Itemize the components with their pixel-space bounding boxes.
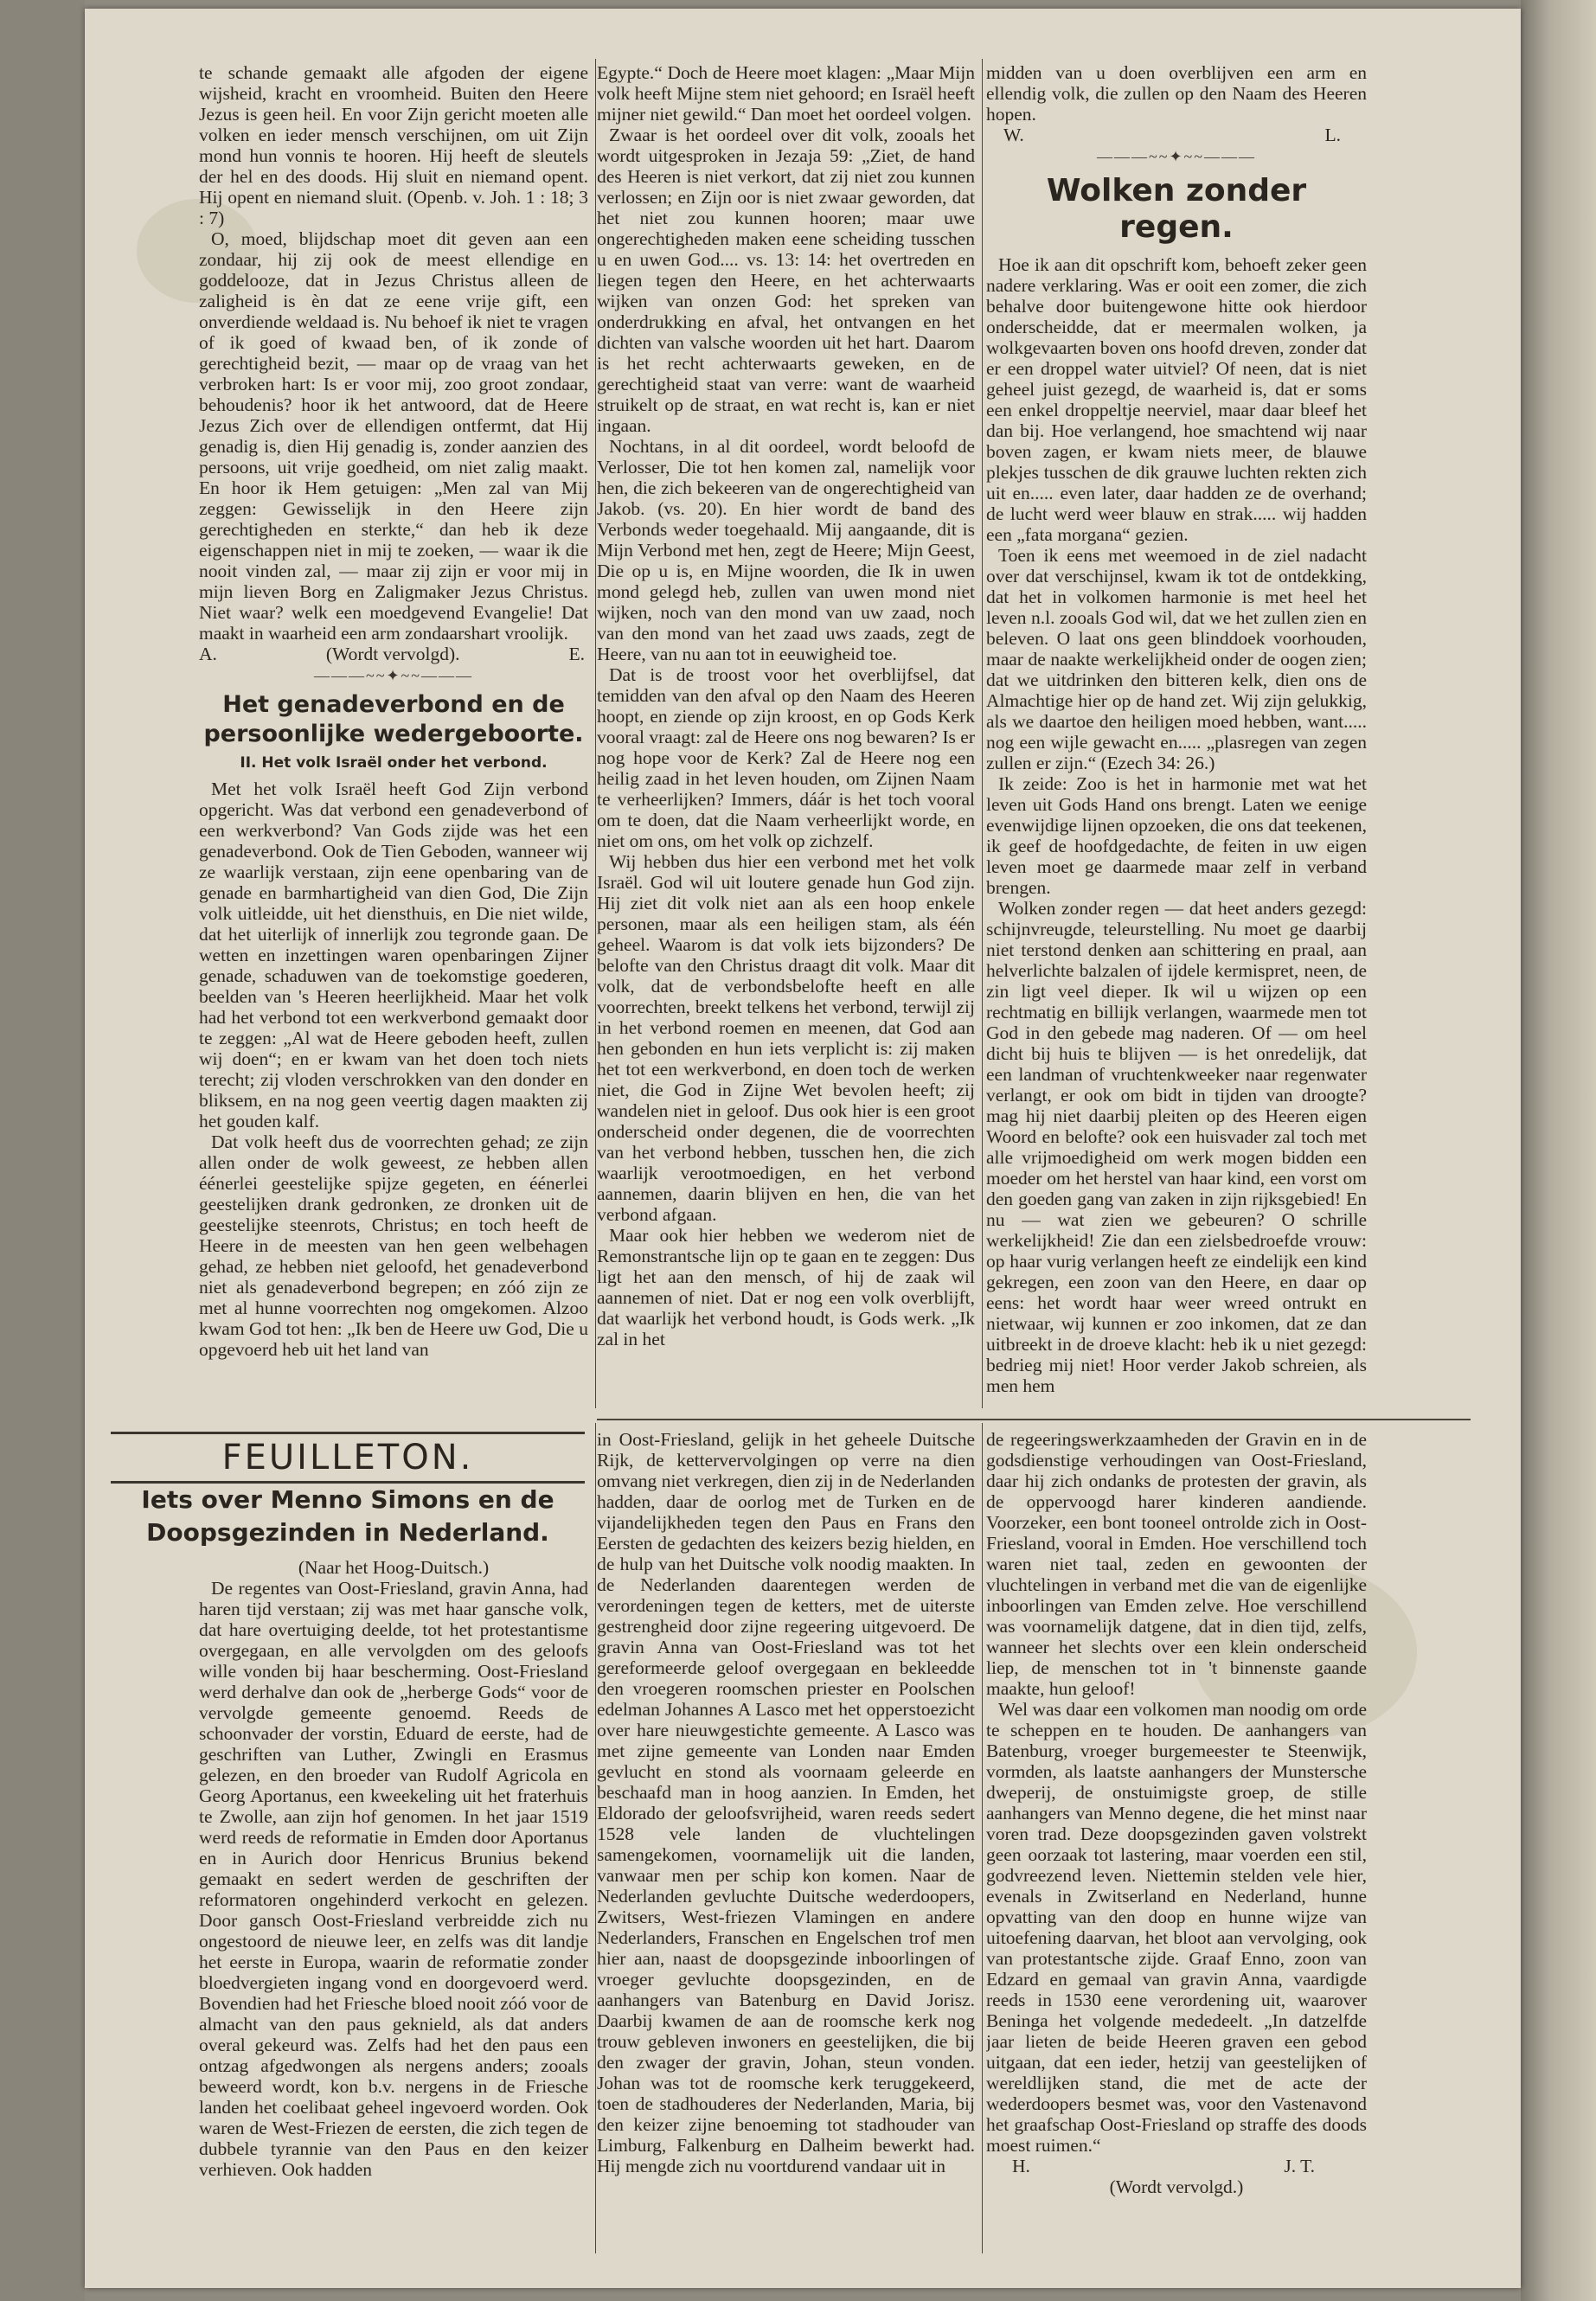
paragraph: te schande gemaakt alle afgoden der eigene wijsheid, kracht en vroomheid. Buiten den Heere Jezus is geen heil. En voor Zijn gericht moeten alle volken en ieder mensch verschijnen, om uit Zijn mond hun vonnis te hooren. Hij heeft de sleutels der hel en des doods. Hij sluit en niemand opent. Hij opent en niemand sluit. (Openb. v. Joh. 1 : 18; 3 : 7) [199, 62, 588, 228]
article-heading: Wolken zonder regen. [1046, 173, 1307, 245]
divider-ornament: ———~~✦~~——— [313, 667, 474, 684]
column-rule [982, 59, 983, 1408]
signature-initial: L. [1324, 125, 1341, 145]
paragraph: De regentes van Oost-Friesland, gravin Anna, had haren tijd verstaan; zij was met haar gansche volk, dat hare overtuiging deelde, tot het protestantisme overgegaan, en alle vervolgden om des geloofs wille vonden bij haar bescherming. Oost-Friesland werd derhalve dan ook de „herberge Gods“ voor de vervolgde gemeente genoemd. Reeds de schoonvader der vorstin, Eduard de eerste, had de geschriften van Luther, Zwingli en Erasmus gelezen, en den broeder van Rudolf Agricola en Georg Aportanus, een kweekeling uit het fraterhuis te Zwolle, aan zijn hof genomen. In het jaar 1519 werd reeds de reformatie in Emden door Aportanus en in Aurich door Henricus Brunius bekend gemaakt en sedert werden de geschriften der reformatoren ongehinderd verkocht en gelezen. Door gansch Oost-Friesland verbreidde zich nu ongestoord de nieuwe leer, en zelfs was dit landje het eerste in Europa, waarin de reformatie zonder bloedvergieten ingang vond en doorgevoerd werd. Bovendien had het Friesche bloed nooit zóó voor de almacht van den paus geknield, als dat anders overal gekeurd was. Zelfs had het den paus een ontzag afgedwongen als nergens anders; zooals beweerd wordt, kon b.v. nergens in de Friesche landen het coelibaat geheel ingevoerd worden. Ook waren de West-Friezen de eersten, die zich tegen de dubbele tyrannie van den Paus en den keizer verhieven. Ook hadden [199, 1578, 588, 2180]
column-2 [597, 62, 975, 1412]
feuilleton-heading: Iets over Menno Simons en de Doopsgezinden in Nederland. [141, 1485, 554, 1547]
paragraph: Wolken zonder regen — dat heet anders gezegd: schijnvreugde, teleurstelling. Nu moet ge daarbij niet terstond denken aan schittering en praal, aan helverlichte balzalen of ijdele kermispret, neen, de zin ligt veel dieper. Ik wil u wijzen op een rechtmatig en billijk verlangen, waarmede men tot God in den gebede mag naderen. Of — om heel dicht bij huis te blijven — is het onredelijk, dat een landman of vruchtenkweeker naar regenwater verlangt, er ook om bidt in tijden van droogte? mag hij niet daarbij pleiten op des Heeren eigen Woord en belofte? ook een huisvader zal toch met alle vrijmoedigheid om werk mogen bidden een moeder om het herstel van haar kind, een vorst om den goeden gang van zaken in zijn rijksgebied! En nu — wat zien we gebeuren? O schrille werkelijkheid! Zie dan een zielsbedroefde vrouw: op haar vurig verlangen heeft ze eindelijk een kind gekregen, een zoon van den Heere, en daar op eens: het wordt haar weer wreed ontrukt en nietwaar, wij kunnen er zoo inkomen, dat ze dan uitbreekt in de droeve klacht: heb ik u niet gezegd: bedrieg mij niet! Hoor verder Jakob schreien, als men hem [986, 898, 1367, 1396]
column-rule [982, 1423, 983, 2253]
article-heading: Het genadeverbond en de persoonlijke wedergeboorte. [203, 691, 584, 747]
signature-initial: H. [1012, 2156, 1030, 2176]
page-edge [1521, 0, 1596, 2301]
paragraph: Toen ik eens met weemoed in de ziel nadacht over dat verschijnsel, kwam ik tot de ontdekking, dat het in volkomen harmonie is met heel het leven n.l. zooals God wil, dat we het zullen zien en beleven. O laat ons geen blinddoek voorhouden, maar de naakte werkelijkheid onder de oogen zien; dat we uitdrinken den bitteren kelk, dien ons de Almachtige hier op de hand zet. Wij zijn gelukkig, als we daartoe den heiligen moed hebben, want..... nog een wijle gewacht en..... „plasregen van zegen zullen er zijn.“ (Ezech 34: 26.) [986, 545, 1367, 773]
signature-initial: A. [199, 644, 217, 664]
signature-line [986, 2156, 1367, 2176]
column-rule [595, 59, 596, 1408]
paragraph: Zwaar is het oordeel over dit volk, zooals het wordt uitgesproken in Jezaja 59: „Ziet, de hand des Heeren is niet verkort, dat zij niet zou kunnen verlossen; en Zijn oor is niet zwaar geworden, dat het niet zou kunnen hooren; maar uwe ongerechtigheden maken eene scheiding tusschen u en uwen God.... vs. 13: 14: het overtreden en liegen tegen den Heere, en het achterwaarts wijken van onzen God: het spreken van onderdrukking en afval, het ontvangen en het dichten van valsche woorden uit het hart. Daarom is het recht achterwaarts geweken, en de gerechtigheid staat van verre: want de waarheid struikelt op de straat, en wat recht is, kan er niet ingaan. [597, 125, 975, 436]
article-subheading: II. Het volk Israël onder het verbond. [240, 754, 548, 772]
paragraph: Wij hebben dus hier een verbond met het volk Israël. God wil uit loutere genade hun God zijn. Hij ziet dit volk niet aan als een hoop enkele personen, maar als een heiligen stam, als één geheel. Waarom is dat volk iets bijzonders? De belofte van den Christus draagt dit volk. Maar dit volk, dat de verbondsbelofte heeft en alle voorrechten, breekt telkens het verbond, terwijl zij in het verbond roemen en meenen, dat God aan hen gebonden en hun iets verplicht is: zij maken het tot een werkverbond, en doen toch de werken niet, die God in Zijne Wet bevolen heeft; zij wandelen niet in geloof. Dus ook hier is een groot onderscheid onder degenen, die de voorrechten van het verbond hebben, tusschen hen, die zich waarlijk verootmoedigen, en het verbond aannemen, daarin blijven en hen, die van het verbond afgaan. [597, 851, 975, 1225]
signature-initial: J. T. [1284, 2156, 1315, 2176]
paragraph: Ik zeide: Zoo is het in harmonie met wat het leven uit Gods Hand ons brengt. Laten we eenige evenwijdige lijnen opzoeken, die ons dat teekenen, ik geef de hoofdgedachte, de feiten in uw eigen leven moet ge daarmede maar zelf in verband brengen. [986, 773, 1367, 898]
continued-note: (Wordt vervolgd.) [1109, 2176, 1244, 2197]
source-note: (Naar het Hoog-Duitsch.) [298, 1557, 490, 1578]
signature-initial: W. [1003, 125, 1024, 145]
column-3 [986, 62, 1367, 1412]
feuilleton-title: FEUILLETON. [111, 1432, 585, 1484]
paragraph: midden van u doen overblijven een arm en ellendig volk, die zullen op den Naam des Heeren hopen. [986, 62, 1367, 125]
column-rule [595, 1423, 596, 2253]
paragraph: Dat is de troost voor het overblijfsel, dat temidden van den afval op den Naam des Heeren hoopt, en ziende op zijn kroost, en op Gods Kerk vooral vraagt: zal de Heere ons nog bewaren? Is er nog hope voor de Kerk? Zal de Heere nog een heilig zaad in het leven houden, om Zijnen Naam te verheerlijken? Immers, dáár is het toch vooral om te doen, dat die Naam verheerlijkt worde, en niet om ons, om het volk op zichzelf. [597, 664, 975, 851]
paragraph: Dat volk heeft dus de voorrechten gehad; ze zijn allen onder de wolk geweest, ze hebben allen éénerlei geestelijke spijze gegeten, en éénerlei geestelijken drank gedronken, ze dronken uit de geestelijke steenrots, Christus; en toch heeft de Heere in de meesten van hen geen welbehagen gehad, ze hebben niet geloofd, het genadeverbond niet als genadeverbond begrepen; en zóó zijn ze met al hunne voorrechten nog omgekomen. Alzoo kwam God tot hen: „Ik ben de Heere uw God, Die u opgevoerd heb uit het land van [199, 1131, 588, 1360]
paragraph: de regeeringswerkzaamheden der Gravin en in de godsdienstige verhoudingen van Oost-Friesland, daar hij zich ondanks de protesten der gravin, als de oppervoogd harer kinderen aandiende. Voorzeker, een bont tooneel ontrolde zich in Oost-Friesland, vooral in Emden. Hoe verschillend toch waren niet taal, zeden en gewoonten der vluchtelingen in verband met die van de eigenlijke inboorlingen van Emden zelve. Hoe verschillend was voornamelijk datgene, dat in dien tijd, zelfs, wanneer het slechts over een klein onderscheid liep, de menschen tot in 't binnenste gaande maakte, hun geloof! [986, 1429, 1367, 1699]
signature-initial: E. [568, 644, 585, 664]
paragraph: Met het volk Israël heeft God Zijn verbond opgericht. Was dat verbond een genadeverbond of een werkverbond? Van Gods zijde was het een genadeverbond. Ook de Tien Geboden, wanneer wij ze waarlijk verstaan, zijn eene openbaring van de genade en barmhartigheid van dien God, Die Zijn volk uitleidde, uit het diensthuis, en Die niet wilde, dat het uiterlijk of innerlijk zou tegronde gaan. De wetten en inzettingen waren openbaringen Zijner genade, schaduwen van de toekomstige goederen, beelden van 's Heeren heerlijkheid. Maar het volk had het verbond tot een werkverbond gemaakt door te zeggen: „Al wat de Heere geboden heeft, zullen wij doen“; en er kwam van het doen toch niets terecht; zij vloden verschrokken van den donder en bliksem, en na nog geen veertig dagen maakten zij het gouden kalf. [199, 779, 588, 1131]
continued-note: (Wordt vervolgd). [325, 644, 460, 664]
paragraph: in Oost-Friesland, gelijk in het geheele Duitsche Rijk, de kettervervolgingen op verre na dien omvang niet verkregen, dien zij in de Nederlanden hadden, daar de oorlog met de Turken en de vijandelijkheden tegen den Paus en Frans den Eersten de gedachten des keizers bezig hielden, en de hulp van het Duitsche volk noodig maakten. In de Nederlanden daarentegen werden de verordeningen tegen de ketters, met de uiterste gestrengheid door zijne regeering uitgevoerd. De gravin Anna van Oost-Friesland was tot het gereformeerde geloof overgegaan en bekleedde den vroegeren roomschen priester en Poolschen edelman Johannes A Lasco met het opperstoezicht over hare nieuwgestichte gemeente. A Lasco was met zijne gemeente van Londen naar Emden gevlucht en stond als voornaam geleerde en beschaafd man in hoog aanzien. In Emden, het Eldorado der geloofsvrijheid, waren reeds sedert 1528 vele landen de vluchtelingen samengekomen, voornamelijk uit die landen, vanwaar men per schip kon komen. Naar de Nederlanden gevluchte Duitsche wederdoopers, Zwitsers, West-friezen Vlamingen en andere Nederlanders, Franschen en Engelschen trof men hier aan, naast de doopsgezinde inboorlingen of vroeger gevluchte doopsgezinden, en de aanhangers van Batenburg en David Jorisz. Daarbij kwamen de aan de roomsche kerk nog trouw gebleven inwoners en geestelijken, die bij den zwager der gravin, Johan, steun vonden. Johan was tot de roomsche kerk teruggekeerd, toen de stadhouderes der Nederlanden, Maria, bij den keizer zijne benoeming tot stadhouder van Limburg, Falkenburg en Dalheim bewerkt had. Hij mengde zich nu voortdurend vandaar uit in [597, 1429, 975, 2176]
signature-line [199, 644, 588, 664]
paragraph: Wel was daar een volkomen man noodig om orde te scheppen en te houden. De aanhangers van Batenburg, vroeger burgemeester te Steenwijk, vormden, als laatste aanhangers der Munstersche dweperij, de onstuimigste groep, de stille aanhangers van Menno degene, die het minst naar voren trad. Deze doopsgezinden gaven volstrekt geen oorzaak tot lastering, maar voerden een stil, godvreezend leven. Niettemin stelden vele hier, evenals in Zwitserland en Nederland, hunne opvatting van den doop en hunne wijze van uitoefening daarvan, het bloot aan vervolging, ook van protestantsche zijde. Graaf Enno, zoon van Edzard en gemaal van gravin Anna, vaardigde reeds in 1530 eene verordening uit, waarover Beninga het volgende mededeelt. „In datzelfde jaar lieten de beide Heeren graven een gebod uitgaan, dat een ieder, hetzij van geestelijken of wereldlijken stand, die met de acte der wederdoopers besmet was, voor den Vastenavond het graafschap Oost-Friesland op straffe des doods moest ruimen.“ [986, 1699, 1367, 2156]
paragraph: Maar ook hier hebben we wederom niet de Remonstrantsche lijn op te gaan en te zeggen: Dus ligt het aan den mensch, of hij de zaak wil aannemen of niet. Dat er nog een volk overblijft, dat waarlijk het verbond houdt, is Gods werk. „Ik zal in het [597, 1225, 975, 1349]
feuilleton-column-3 [986, 1429, 1367, 2285]
paragraph: O, moed, blijdschap moet dit geven aan een zondaar, hij zij ook de meest ellendige en goddelooze, dat in Jezus Christus alleen de zaligheid is èn dat ze eene vrije gift, een onverdiende weldaad is. Nu behoef ik niet te vragen of ik goed of kwaad ben, of ik zonde of gerechtigheid bezit, — maar op de vraag van het verbroken hart: Is er voor mij, zoo groot zondaar, behoudenis? hoor ik het antwoord, dat de Heere Jezus Zich over de ellendigen ontfermt, dat Hij genadig is, dien Hij genadig is, zonder aanzien des persoons, uit vrije goedheid, om niet zalig maakt. En hoor ik Hem getuigen: „Men zal van Mij zeggen: Gewisselijk in den Heere zijn gerechtigheden en sterkte,“ dan heb ik deze eigenschappen niet in mij te zoeken, — waar ik die nooit vinden zal, — maar zij zijn er voor mij in mijn lieven Borg en Zaligmaker Jezus Christus. Niet waar? welk een moedgevend Evangelie! Dat maakt in waarheid een arm zondaarshart vroolijk. [199, 228, 588, 644]
feuilleton-column-2 [597, 1429, 975, 2285]
divider-ornament: ———~~✦~~——— [1096, 148, 1257, 165]
section-rule [597, 1419, 1471, 1420]
paragraph: Hoe ik aan dit opschrift kom, behoeft zeker geen nadere verklaring. Was er ooit een zomer, die zich behalve door buitengewone hitte ook hierdoor onderscheidde, dat er meermalen wolken, ja wolkgevaarten boven ons hoofd dreven, zonder dat er een droppel water uitviel? Of neen, dat is niet geheel juist gezegd, de waarheid is, dat er soms een enkel droppeltje neerviel, maar daar bleef het dan bij. Hoe verlangend, hoe smachtend wij naar boven zagen, er kwam niets meer, de blauwe plekjes tusschen de dik grauwe luchten rekten zich uit en..... even later, daar hadden ze de overhand; de lucht werd weer blauw en strak..... wij hadden een „fata morgana“ gezien. [986, 254, 1367, 545]
feuilleton-column-1 [199, 1557, 588, 2284]
paragraph: Egypte.“ Doch de Heere moet klagen: „Maar Mijn volk heeft Mijne stem niet gehoord; en Israël heeft mijner niet gewild.“ Dan moet het oordeel volgen. [597, 62, 975, 125]
signature-line [986, 125, 1367, 145]
column-1 [199, 62, 588, 1412]
binding-margin [0, 0, 85, 2301]
paragraph: Nochtans, in al dit oordeel, wordt beloofd de Verlosser, Die tot hen komen zal, namelijk voor hen, die zich bekeeren van de ongerechtigheid van Jakob. (vs. 20). En hier wordt de band des Verbonds weder toegehaald. Mij aangaande, dit is Mijn Verbond met hen, zegt de Heere; Mijn Geest, Die op u is, en Mijne woorden, die Ik in uwen mond gelegd heb, zullen van uwen mond niet wijken, noch van den mond van uw zaad, noch van den mond van het zaad uws zaads, zegt de Heere, van nu aan tot in eeuwigheid toe. [597, 436, 975, 664]
